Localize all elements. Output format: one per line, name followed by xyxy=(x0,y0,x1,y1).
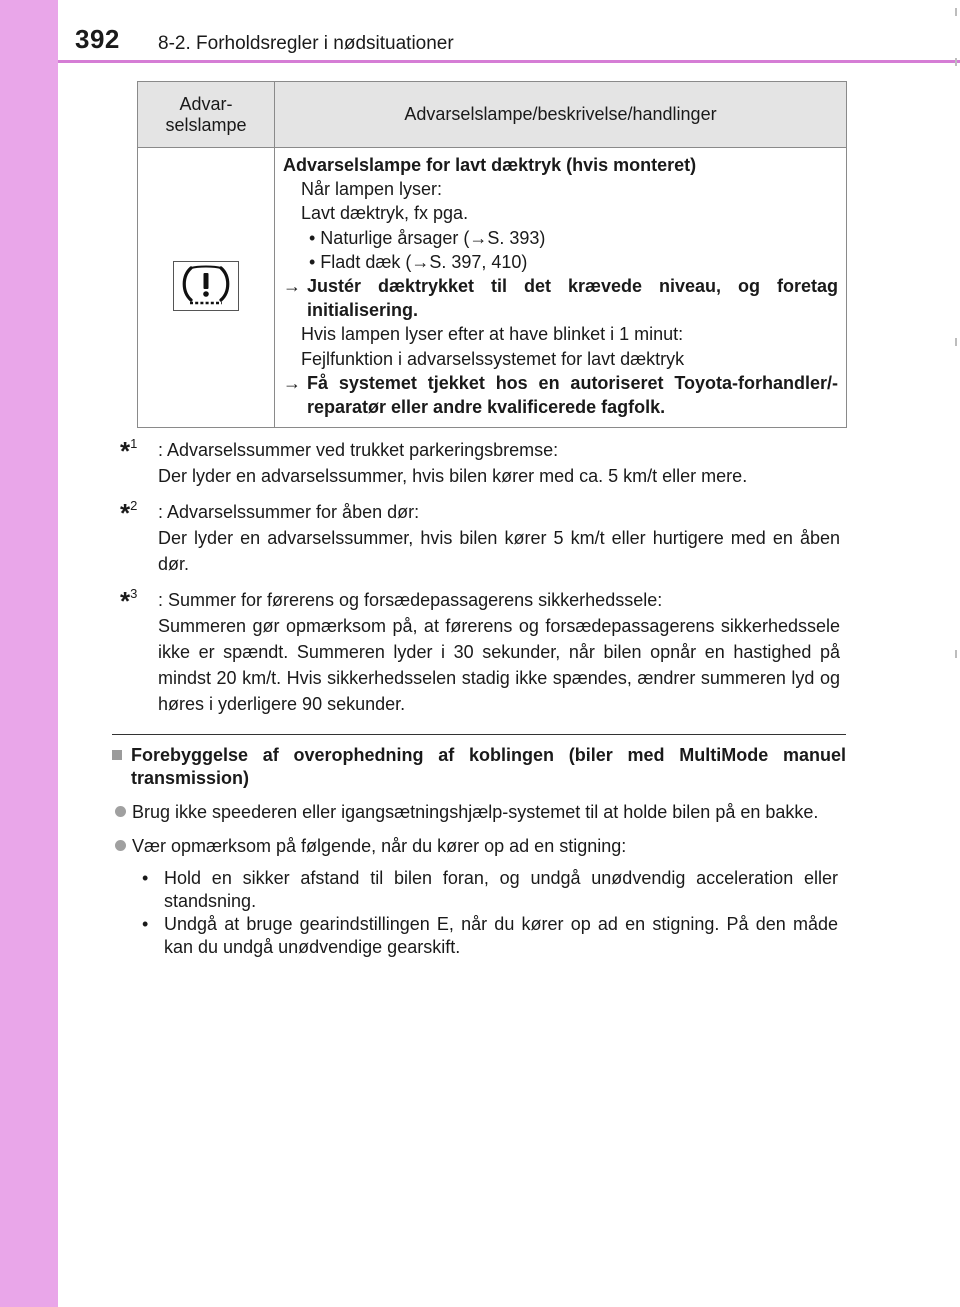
lamp-description xyxy=(275,148,847,428)
footnote-3 xyxy=(120,587,840,717)
footnote-title: : Advarselssummer ved trukket parkeringsbremse: xyxy=(158,440,559,460)
section-divider xyxy=(112,734,846,735)
clutch-section xyxy=(112,744,846,959)
sub-bullet: • xyxy=(142,868,149,888)
footnote-text: Der lyder en advarselssummer, hvis bilen kører med ca. 5 km/t eller mere. xyxy=(158,466,748,486)
footnote-title: : Summer for førerens og forsædepassagerens sikkerhedssele: xyxy=(158,590,663,610)
desc-bullet: • Fladt dæk (→S. 397, 410) xyxy=(309,251,528,272)
list-item xyxy=(112,835,846,858)
desc-line: Fejlfunktion i advarselssystemet for lavt dæktryk xyxy=(301,348,685,369)
action-text: Justér dæktrykket til det krævede niveau, og foretag initialisering. xyxy=(307,276,838,321)
warning-lamp-table xyxy=(137,81,847,428)
tire-pressure-warning-icon xyxy=(173,261,239,311)
lamp-cell xyxy=(138,148,275,428)
chapter-sidebar-tab xyxy=(0,0,58,1307)
footnote-2 xyxy=(120,499,840,577)
crop-mark xyxy=(955,650,957,658)
list-item xyxy=(112,801,846,824)
section-heading xyxy=(112,744,846,790)
crop-mark xyxy=(955,58,957,66)
sub-list-item xyxy=(142,867,846,913)
sub-list-item xyxy=(142,913,846,959)
footnote-1 xyxy=(120,437,840,489)
arrow-icon: → xyxy=(283,276,301,297)
list-item-text: Vær opmærksom på følgende, når du kører op ad en stigning: xyxy=(132,836,627,856)
col-header-lamp-label: Advar- selslampe xyxy=(165,93,247,135)
action-row xyxy=(283,274,838,322)
sub-list xyxy=(112,867,846,959)
action-text: Få systemet tjekket hos en autoriseret Toyota-forhandler/-reparatør eller andre kvalificerede fagfolk. xyxy=(307,372,838,418)
footnote-marker: *$^1$ xyxy=(120,436,138,466)
sub-bullet: • xyxy=(142,914,149,934)
sub-item-text: Hold en sikker afstand til bilen foran, og undgå unødvendig acceleration eller standsning. xyxy=(164,868,838,911)
desc-line: Når lampen lyser: xyxy=(301,179,443,200)
chapter-title: 8-2. Forholdsregler i nødsituationer xyxy=(158,33,454,54)
section-heading-text: Forebyggelse af overophedning af koblingen (biler med MultiMode manuel transmission) xyxy=(131,745,846,788)
col-header-lamp xyxy=(138,82,275,148)
action-row xyxy=(283,371,838,419)
circle-bullet-icon xyxy=(115,806,126,817)
lamp-title: Advarselslampe for lavt dæktryk (hvis monteret) xyxy=(283,155,697,175)
square-bullet-icon xyxy=(112,750,122,760)
arrow-icon: → xyxy=(283,372,301,393)
footnote-title: : Advarselssummer for åben dør: xyxy=(158,502,420,522)
footnote-marker: *$^2$ xyxy=(120,498,138,528)
footnote-text: Summeren gør opmærksom på, at førerens og forsædepassagerens sikkerhedssele ikke er spændt. Summeren lyder i 30 sekunder, når bilen opnår en hastighed på mindst 20 km/t. Hvis sikkerhedsselen stadig ikke spændes, ændrer summeren lyd og høres i yderligere 90 sekunder. xyxy=(158,616,840,714)
desc-bullet: • Naturlige årsager (→S. 393) xyxy=(309,227,546,248)
crop-mark xyxy=(955,8,957,16)
list-item-text: Brug ikke speederen eller igangsætningshjælp-systemet til at holde bilen på en bakke. xyxy=(132,802,819,822)
page-number: 392 xyxy=(75,24,120,54)
desc-line: Lavt dæktryk, fx pga. xyxy=(301,203,469,224)
circle-bullet-icon xyxy=(115,840,126,851)
footnote-text: Der lyder en advarselssummer, hvis bilen kører 5 km/t eller hurtigere med en åben dør. xyxy=(158,528,840,574)
table-row xyxy=(138,148,847,428)
footnote-marker: *$^3$ xyxy=(120,586,138,616)
sub-item-text: Undgå at bruge gearindstillingen E, når du kører op ad en stigning. På den måde kan du undgå unødvendige gearskift. xyxy=(164,914,838,957)
col-header-description: Advarselslampe/beskrivelse/handlinger xyxy=(275,82,847,148)
header-rule xyxy=(58,60,960,63)
desc-line: Hvis lampen lyser efter at have blinket i 1 minut: xyxy=(301,324,684,345)
table-header-row xyxy=(138,82,847,148)
crop-mark xyxy=(955,338,957,346)
